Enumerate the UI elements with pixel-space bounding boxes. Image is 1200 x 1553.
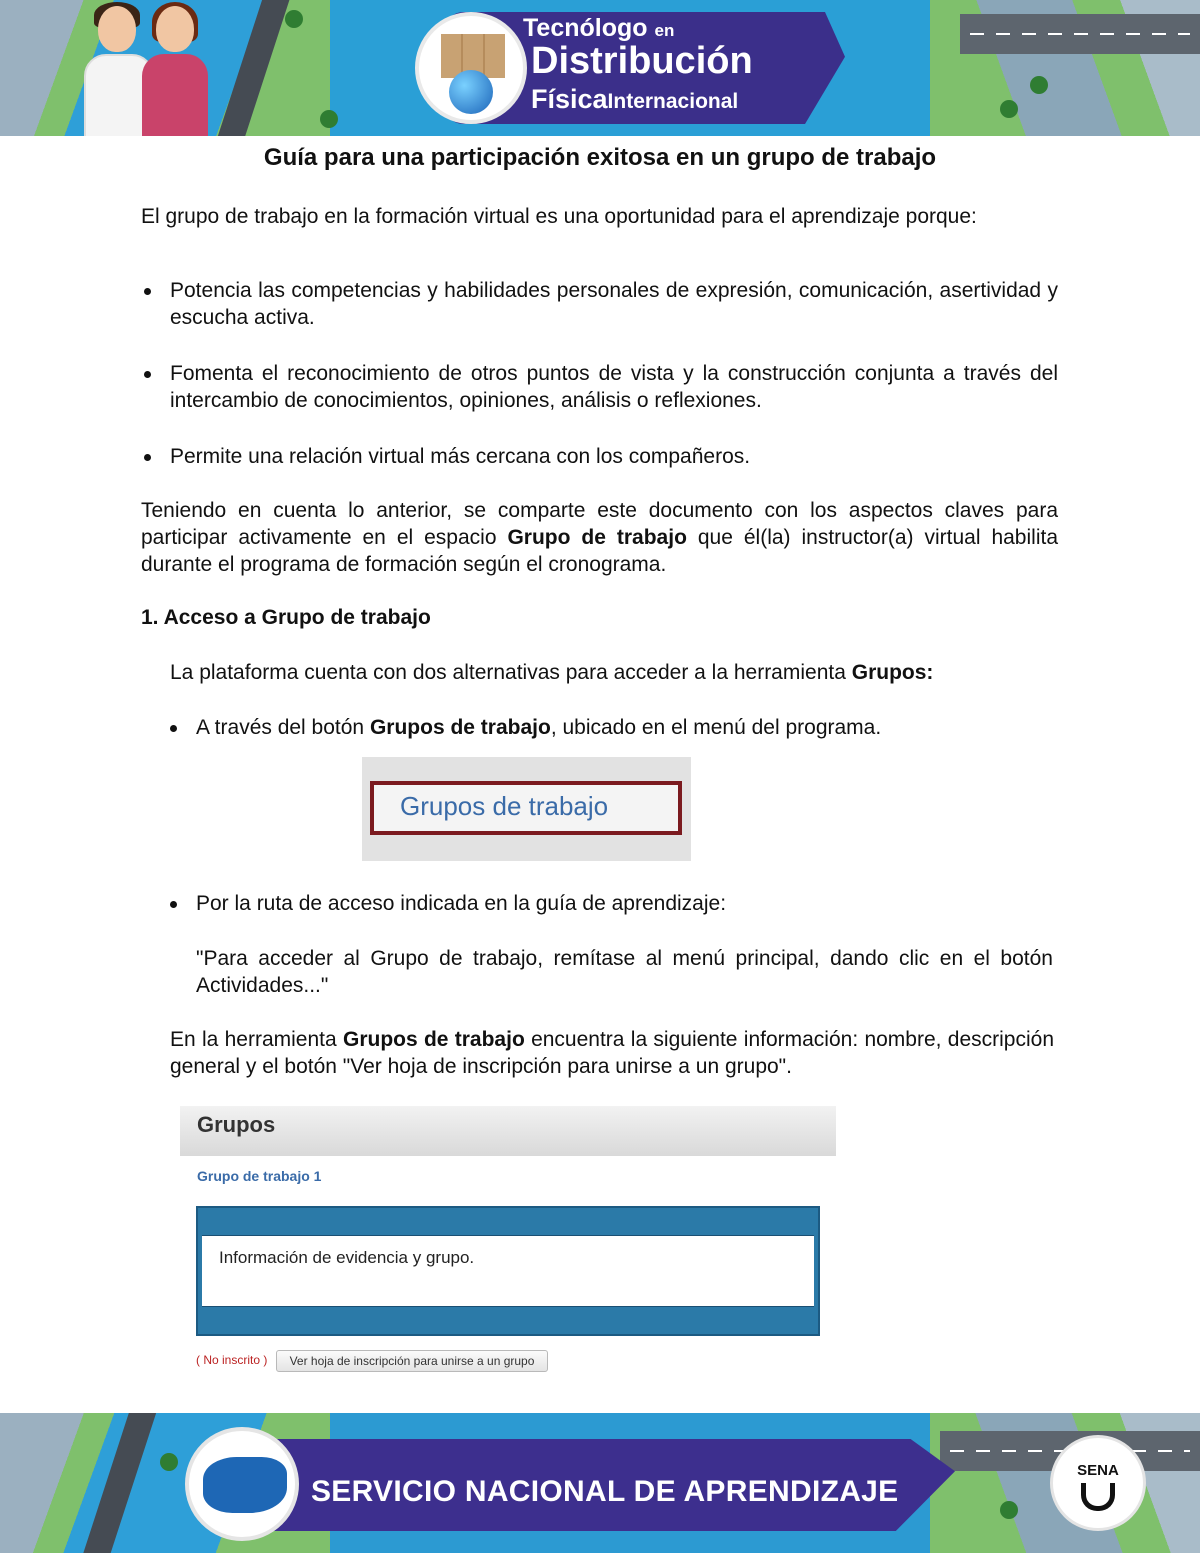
section-heading: 1. Acceso a Grupo de trabajo — [141, 606, 431, 629]
section-intro: La plataforma cuenta con dos alternativas para acceder a la herramienta Grupos: — [170, 661, 934, 684]
institution-badge — [185, 1425, 965, 1543]
runway-decoration — [960, 14, 1200, 54]
world-map-icon — [203, 1457, 287, 1513]
context-paragraph: Teniendo en cuenta lo anterior, se comparte este documento con los aspectos claves para participar activamente en el espacio Grupo de trabajo que él(la) instructor(a) virtual habilita durante el programa de formación según el cronograma. — [141, 499, 1058, 576]
groups-screenshot — [180, 1106, 836, 1391]
program-title-line3: FísicaInternacional — [531, 84, 739, 114]
sena-logo: SENA — [1050, 1435, 1146, 1531]
list-item: Fomenta el reconocimiento de otros puntos de vista y la construcción conjunta a través del intercambio de conocimientos, opiniones, análisis o reflexiones. — [170, 362, 1058, 412]
groups-header: Grupos — [180, 1106, 836, 1156]
program-title-line2: Distribución — [531, 40, 753, 82]
tree-decoration — [320, 110, 338, 128]
access-route-quote: "Para acceder al Grupo de trabajo, remítase al menú principal, dando clic en el botón Actividades..." — [196, 947, 1053, 997]
globe-icon — [449, 70, 493, 114]
enrollment-status: ( No inscrito ) — [196, 1353, 268, 1367]
footer-banner — [0, 1413, 1200, 1553]
tree-decoration — [160, 1453, 178, 1471]
list-item: Permite una relación virtual más cercana con los compañeros. — [170, 443, 1058, 470]
grupos-de-trabajo-button[interactable]: Grupos de trabajo — [370, 781, 682, 835]
tree-decoration — [1000, 1501, 1018, 1519]
list-item: Potencia las competencias y habilidades personales de expresión, comunicación, asertividad y escucha activa. — [170, 279, 1058, 329]
tree-decoration — [285, 10, 303, 28]
woman-character — [140, 6, 210, 136]
sena-emblem-icon — [1081, 1483, 1115, 1511]
list-item: A través del botón Grupos de trabajo, ubicado en el menú del programa. — [196, 714, 1056, 741]
join-group-button[interactable]: Ver hoja de inscripción para unirse a un grupo — [276, 1350, 548, 1372]
groups-info-paragraph: En la herramienta Grupos de trabajo encuentra la siguiente información: nombre, descripción general y el botón "Ver hoja de inscripción para unirse a un grupo". — [170, 1028, 1055, 1078]
program-title-line1: Tecnólogo en — [523, 14, 675, 42]
map-logo — [185, 1427, 299, 1541]
group-description: Información de evidencia y grupo. — [202, 1235, 814, 1307]
document-title: Guía para una participación exitosa en un grupo de trabajo — [263, 144, 937, 171]
list-item: Por la ruta de acceso indicada en la guía de aprendizaje: — [196, 890, 1056, 917]
distribution-logo — [415, 12, 527, 124]
tree-decoration — [1000, 100, 1018, 118]
group-link[interactable]: Grupo de trabajo 1 — [197, 1168, 322, 1184]
group-description-frame — [196, 1206, 820, 1336]
menu-button-screenshot — [362, 757, 691, 861]
header-banner — [0, 0, 1200, 136]
institution-name: SERVICIO NACIONAL DE APRENDIZAJE — [311, 1475, 899, 1508]
program-title-badge — [415, 6, 855, 130]
tree-decoration — [1030, 76, 1048, 94]
intro-paragraph: El grupo de trabajo en la formación virtual es una oportunidad para el aprendizaje porque: — [141, 205, 977, 228]
